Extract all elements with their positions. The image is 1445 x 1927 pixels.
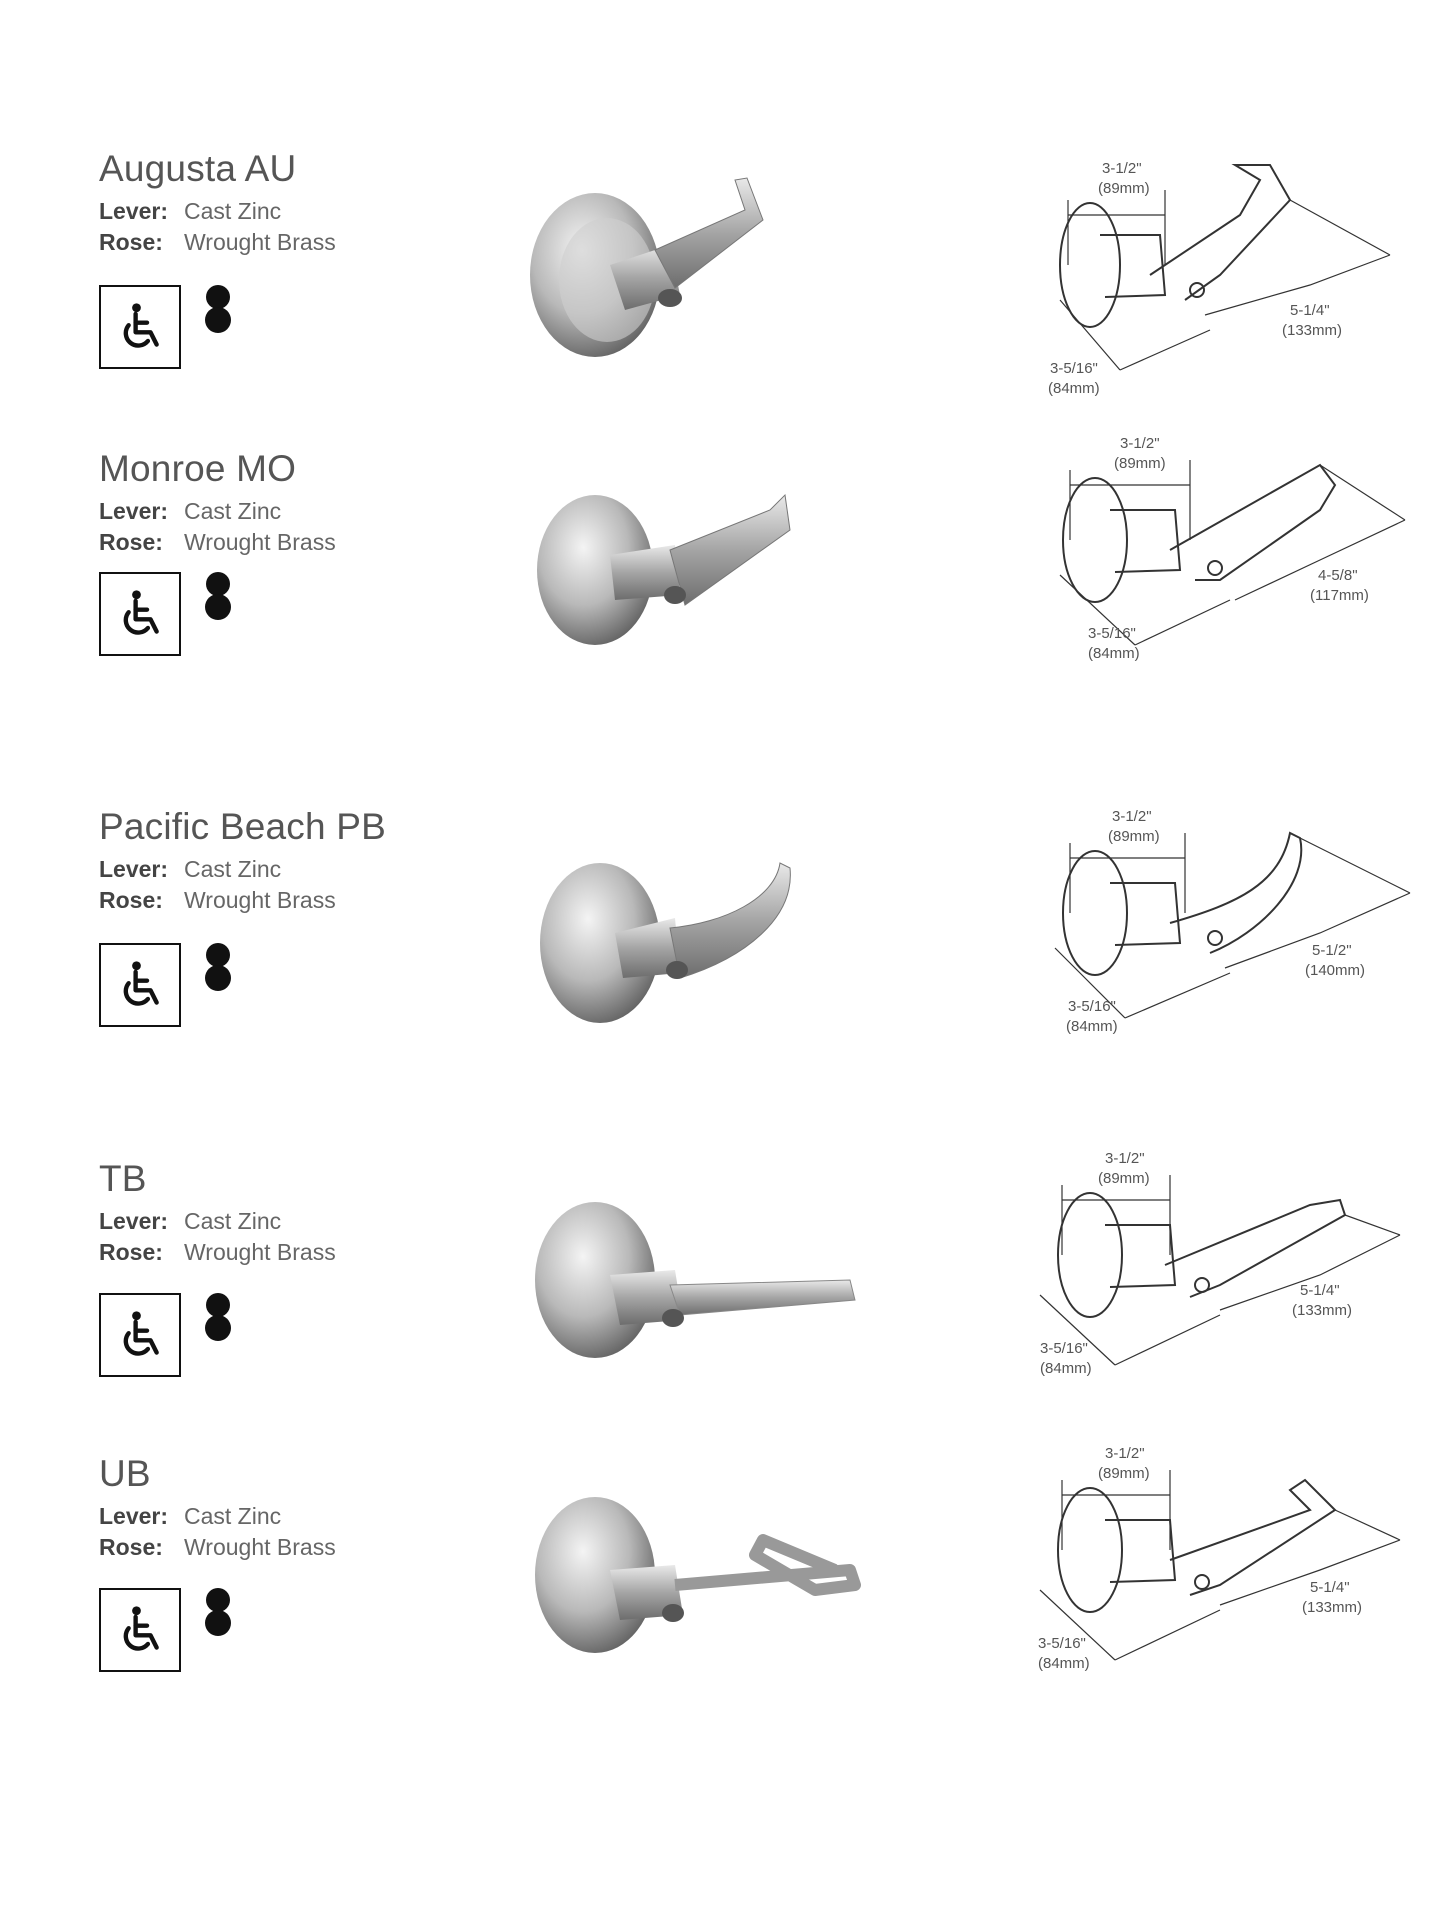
wheelchair-accessible-icon [99, 285, 181, 369]
svg-text:3-5/16": 3-5/16" [1088, 625, 1136, 642]
svg-text:(89mm): (89mm) [1108, 828, 1160, 845]
lever-spec: Lever: Cast Zinc [99, 1503, 282, 1529]
product-row-monroe [0, 435, 1445, 710]
rose-spec: Rose: Wrought Brass [99, 1239, 336, 1265]
product-info [99, 450, 459, 558]
product-info [99, 1160, 459, 1268]
product-row-ub [0, 1445, 1445, 1715]
dimension-drawing [1020, 1410, 1420, 1670]
product-title: Pacific Beach PB [99, 806, 387, 847]
lever-spec: Lever: Cast Zinc [99, 198, 282, 224]
product-row-tb [0, 1150, 1445, 1420]
product-row-pacific-beach [0, 808, 1445, 1068]
product-title: Monroe MO [99, 448, 297, 489]
dimension-drawing [1020, 773, 1420, 1033]
svg-text:(84mm): (84mm) [1088, 645, 1140, 662]
rose-spec: Rose: Wrought Brass [99, 887, 336, 913]
badge-group [99, 1293, 299, 1383]
svg-text:(133mm): (133mm) [1302, 1599, 1363, 1616]
svg-text:(84mm): (84mm) [1040, 1360, 1092, 1377]
badge-group [99, 1588, 299, 1678]
svg-text:3-1/2": 3-1/2" [1112, 808, 1152, 825]
lever-photo [515, 1180, 855, 1390]
svg-text:3-1/2": 3-1/2" [1102, 160, 1142, 177]
svg-text:5-1/2": 5-1/2" [1312, 942, 1352, 959]
svg-text:3-5/16": 3-5/16" [1068, 998, 1116, 1015]
svg-text:(89mm): (89mm) [1098, 1465, 1150, 1482]
svg-text:5-1/4": 5-1/4" [1310, 1579, 1350, 1596]
svg-text:3-5/16": 3-5/16" [1050, 360, 1098, 377]
grade-icon [203, 1293, 233, 1341]
product-title: Augusta AU [99, 148, 297, 189]
svg-text:(133mm): (133mm) [1282, 322, 1343, 339]
dimension-drawing [1020, 1115, 1420, 1375]
grade-icon [203, 285, 233, 333]
svg-text:3-5/16": 3-5/16" [1040, 1340, 1088, 1357]
svg-text:(140mm): (140mm) [1305, 962, 1366, 979]
dimension-drawing [1020, 125, 1420, 397]
lever-photo [515, 838, 855, 1048]
lever-spec: Lever: Cast Zinc [99, 498, 282, 524]
rose-spec: Rose: Wrought Brass [99, 529, 336, 555]
product-row-augusta [0, 150, 1445, 410]
svg-text:3-1/2": 3-1/2" [1105, 1150, 1145, 1167]
lever-spec: Lever: Cast Zinc [99, 1208, 282, 1234]
lever-photo [515, 1475, 855, 1685]
svg-text:3-1/2": 3-1/2" [1120, 435, 1160, 452]
rose-spec: Rose: Wrought Brass [99, 1534, 336, 1560]
svg-text:(117mm): (117mm) [1310, 587, 1369, 604]
lever-spec: Lever: Cast Zinc [99, 856, 282, 882]
badge-group [99, 285, 299, 375]
grade-icon [203, 1588, 233, 1636]
product-info [99, 150, 459, 258]
wheelchair-accessible-icon [99, 1293, 181, 1377]
product-title: TB [99, 1158, 147, 1199]
svg-text:(89mm): (89mm) [1114, 455, 1166, 472]
svg-text:4-5/8": 4-5/8" [1318, 567, 1358, 584]
product-info [99, 808, 459, 916]
svg-text:(84mm): (84mm) [1038, 1655, 1090, 1672]
badge-group [99, 572, 299, 662]
svg-text:(89mm): (89mm) [1098, 1170, 1150, 1187]
svg-text:(133mm): (133mm) [1292, 1302, 1353, 1319]
wheelchair-accessible-icon [99, 572, 181, 656]
svg-text:(89mm): (89mm) [1098, 180, 1150, 197]
product-info [99, 1455, 459, 1563]
lever-photo [515, 470, 855, 680]
svg-text:3-5/16": 3-5/16" [1038, 1635, 1086, 1652]
svg-text:(84mm): (84mm) [1048, 380, 1100, 397]
grade-icon [203, 943, 233, 991]
svg-text:3-1/2": 3-1/2" [1105, 1445, 1145, 1462]
lever-photo [515, 170, 855, 380]
svg-text:5-1/4": 5-1/4" [1290, 302, 1330, 319]
rose-spec: Rose: Wrought Brass [99, 229, 336, 255]
wheelchair-accessible-icon [99, 943, 181, 1027]
grade-icon [203, 572, 233, 620]
svg-text:5-1/4": 5-1/4" [1300, 1282, 1340, 1299]
product-title: UB [99, 1453, 151, 1494]
dimension-drawing [1020, 400, 1420, 660]
svg-text:(84mm): (84mm) [1066, 1018, 1118, 1035]
wheelchair-accessible-icon [99, 1588, 181, 1672]
badge-group [99, 943, 299, 1033]
